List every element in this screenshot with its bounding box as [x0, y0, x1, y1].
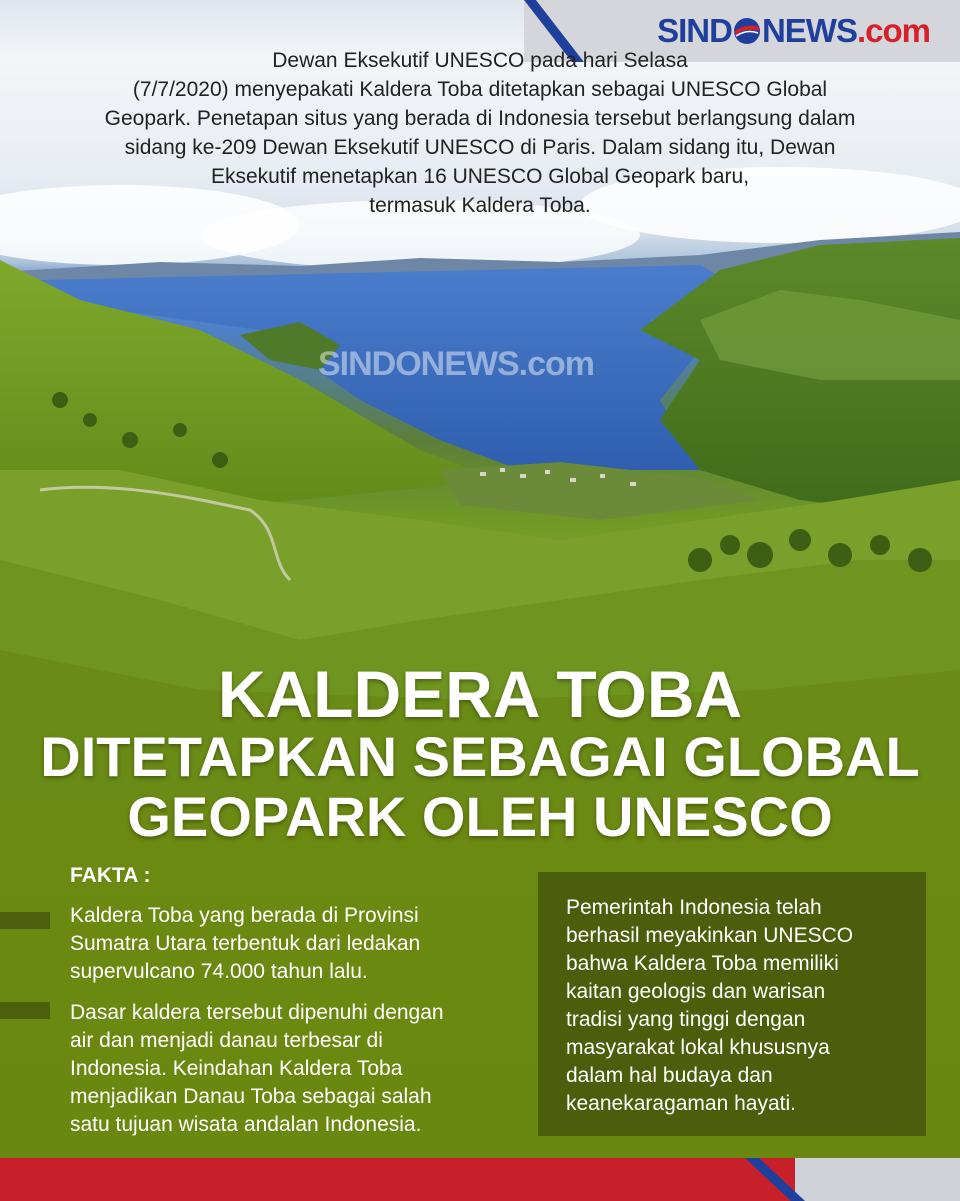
fact-line: Kaldera Toba yang berada di Provinsi — [70, 904, 419, 927]
intro-line: Eksekutif menetapkan 16 UNESCO Global Geopark baru, — [210, 165, 750, 188]
fact-line: satu tujuan wisata andalan Indonesia. — [70, 1113, 422, 1136]
fact-line: menjadikan Danau Toba sebagai salah — [70, 1085, 432, 1108]
logo-dotcom: .com — [856, 12, 930, 49]
intro-line: Dewan Eksekutif UNESCO pada hari Selasa — [272, 49, 688, 72]
fact-line: Dasar kaldera tersebut dipenuhi dengan — [70, 1001, 444, 1024]
headline-line-2: DITETAPKAN SEBAGAI GLOBAL — [40, 725, 920, 788]
fact-line: supervulcano 74.000 tahun lalu. — [70, 960, 368, 983]
logo-wordmark — [657, 14, 930, 48]
fact-line: Indonesia. Keindahan Kaldera Toba — [70, 1057, 403, 1080]
intro-line: termasuk Kaldera Toba. — [369, 194, 591, 217]
box-line: kaitan geologis dan warisan — [566, 980, 826, 1003]
fact-line: Sumatra Utara terbentuk dari ledakan — [70, 932, 421, 955]
facts-label: FAKTA : — [70, 864, 151, 887]
intro-line: (7/7/2020) menyepakati Kaldera Toba ditetapkan sebagai UNESCO Global — [132, 78, 828, 101]
fact-item-2 — [70, 999, 520, 1139]
box-line: keanekaragaman hayati. — [566, 1092, 796, 1115]
fact-bullet-bar — [0, 1002, 50, 1019]
fact-line: air dan menjadi danau terbesar di — [70, 1029, 383, 1052]
fact-item-1 — [70, 902, 520, 986]
footer-stripe-decoration — [745, 1158, 805, 1201]
highlight-box — [538, 872, 926, 1136]
box-line: tradisi yang tinggi dengan — [566, 1008, 806, 1031]
logo-sind: SIND — [657, 12, 732, 49]
box-line: berhasil meyakinkan UNESCO — [566, 924, 854, 947]
box-line: bahwa Kaldera Toba memiliki — [566, 952, 839, 975]
footer-gray-bar — [795, 1158, 960, 1201]
headline-line-1: KALDERA TOBA — [217, 657, 743, 731]
intro-paragraph — [40, 46, 920, 220]
box-line: masyarakat lokal khususnya — [566, 1036, 830, 1059]
watermark: SINDONEWS.com — [318, 345, 595, 383]
intro-line: Geopark. Penetapan situs yang berada di Indonesia tersebut berlangsung dalam — [104, 107, 856, 130]
intro-line: sidang ke-209 Dewan Eksekutif UNESCO di Paris. Dalam sidang itu, Dewan — [124, 136, 836, 159]
highlight-box-text — [566, 894, 911, 1118]
logo-news: NEWS — [761, 12, 857, 49]
fact-bullet-bar — [0, 912, 50, 929]
box-line: Pemerintah Indonesia telah — [566, 896, 822, 919]
headline-line-3: GEOPARK OLEH UNESCO — [127, 785, 833, 848]
box-line: dalam hal budaya dan — [566, 1064, 773, 1087]
logo-globe-icon — [732, 16, 762, 46]
